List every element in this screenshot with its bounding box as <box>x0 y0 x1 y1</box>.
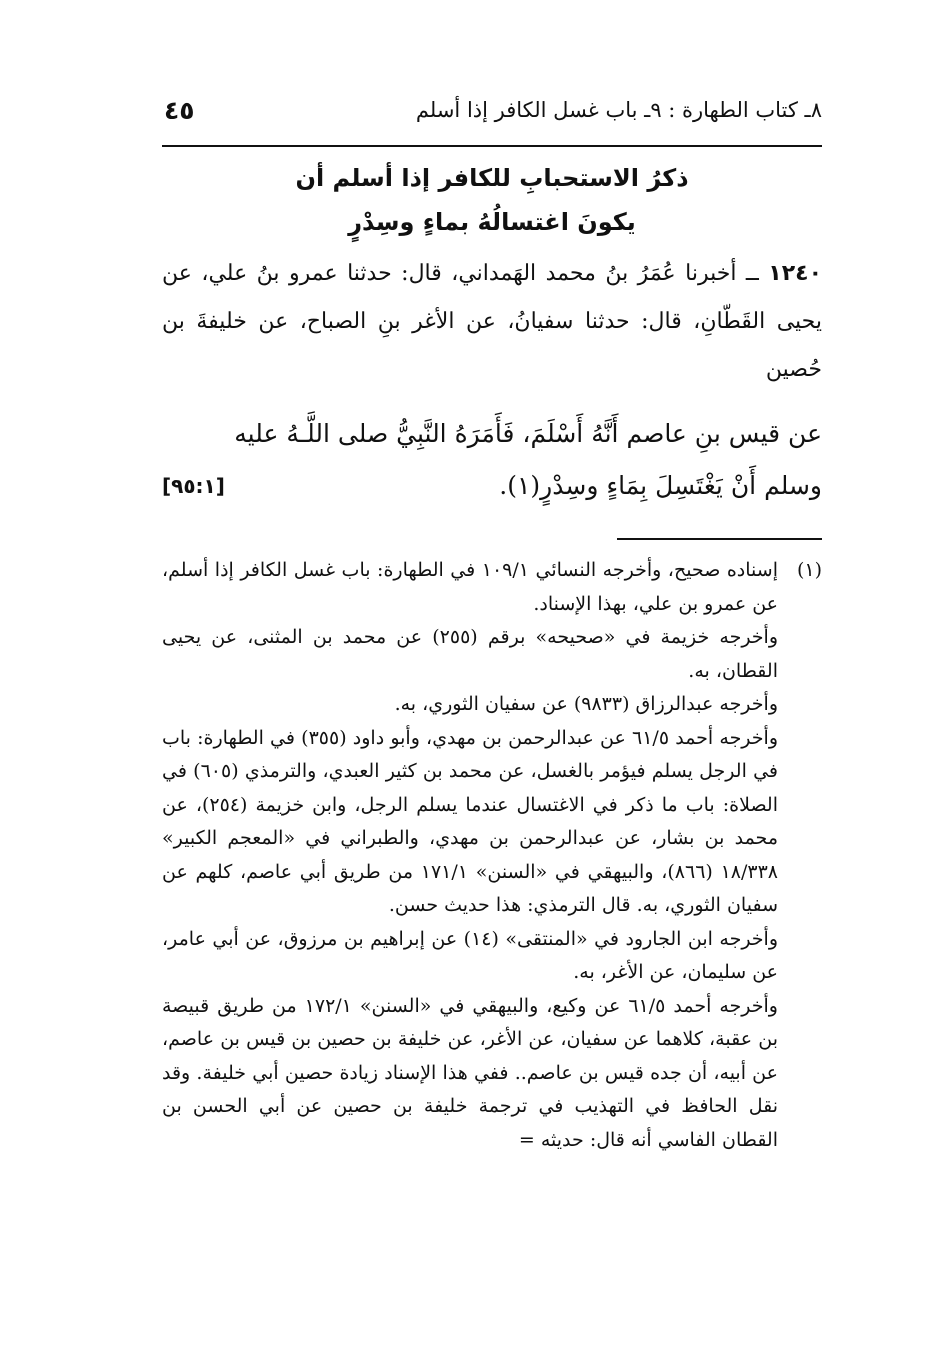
running-header <box>162 90 822 136</box>
footnote-paragraph: وأخرجه أحمد ٦١/٥ عن عبدالرحمن بن مهدي، وأبو داود (٣٥٥) في الطهارة: باب في الرجل يسلم فيؤمر بالغسل، عن محمد بن كثير العبدي، والترمذي (٦٠٥) في الصلاة: باب ما ذكر في الاغتسال عندما يسلم الرجل، وابن خزيمة (٢٥٤)، عن محمد بن بشار، عن عبدالرحمن بن مهدي، والطبراني في «المعجم الكبير» ١٨/٣٣٨ (٨٦٦)، والبيهقي في «السنن» ١٧١/١ من طريق أبي عاصم، كلهم عن سفيان الثوري، به. قال الترمذي: هذا حديث حسن. <box>162 726 779 916</box>
footnote-paragraph: وأخرجه عبدالرزاق (٩٨٣٣) عن سفيان الثوري، به. <box>394 693 778 715</box>
footnote-separator <box>617 538 822 540</box>
footnote-marker: (١) <box>796 559 822 581</box>
chapter-heading-line-1: ذكرُ الاستحبابِ للكافر إذا أسلم أن <box>295 164 689 192</box>
footnote-1 <box>162 554 822 621</box>
footnotes <box>162 554 822 1157</box>
hadith-isnad-text: ــ أخبرنا عُمَرُ بنُ محمد الهَمداني، قال: حدثنا عمرو بنُ علي، عن يحيى القَطّانِ، قال: حدثنا سفيانُ، عن الأغر بنِ الصباح، عن خليفةَ بن حُصين <box>162 261 822 382</box>
chapter-heading <box>162 156 822 244</box>
hadith-matn <box>162 408 822 512</box>
page-number: ٤٥ <box>164 96 195 125</box>
header-rule <box>162 145 822 147</box>
matn-line-2-text: وسلم أَنْ يَغْتَسِلَ بِمَاءٍ وسِدْرٍ(١). <box>499 471 822 500</box>
footnote-paragraph: وأخرجه خزيمة في «صحيحه» برقم (٢٥٥) عن محمد بن المثنى، عن يحيى القطان، به. <box>162 626 778 682</box>
hadith-isnad <box>162 250 822 394</box>
hadith-number: ١٢٤٠ <box>768 261 823 286</box>
footnote-text: إسناده صحيح، وأخرجه النسائي ١٠٩/١ في الطهارة: باب غسل الكافر إذا أسلم، عن عمرو بن علي، بهذا الإسناد. <box>162 559 778 615</box>
matn-line-1: عن قيس بنِ عاصم أَنَّهُ أَسْلَمَ، فَأَمَرَهُ النَّبِيُّ صلى اللَّـهُ عليه <box>234 419 822 448</box>
footnote-paragraph: وأخرجه أحمد ٦١/٥ عن وكيع، والبيهقي في «السنن» ١٧٢/١ من طريق قبيصة بن عقبة، كلاهما عن سفيان، عن الأغر، عن خليفة بن حصين بن قيس بن عاصم، عن أبيه، أن جده قيس بن عاصم.. ففي هذا الإسناد زيادة حصين أبي خليفة. وقد نقل الحافظ في التهذيب في ترجمة خليفة بن حصين عن أبي الحسن بن القطان الفاسي أنه قال: حديثه = <box>162 994 778 1151</box>
running-title: ٨ـ كتاب الطهارة : ٩ـ باب غسل الكافر إذا أسلم <box>415 98 822 122</box>
book-page <box>162 90 822 1157</box>
matn-line-2 <box>162 460 822 512</box>
footnote-paragraph: وأخرجه ابن الجارود في «المنتقى» (١٤) عن إبراهيم بن مرزوق، عن أبي عامر، عن سليمان، عن الأغر، به. <box>162 927 779 983</box>
chapter-heading-line-2: يكونَ اغتسالُهُ بماءٍ وسِدْرٍ <box>348 208 636 236</box>
hadith-reference: [٩٥:١] <box>162 474 225 498</box>
